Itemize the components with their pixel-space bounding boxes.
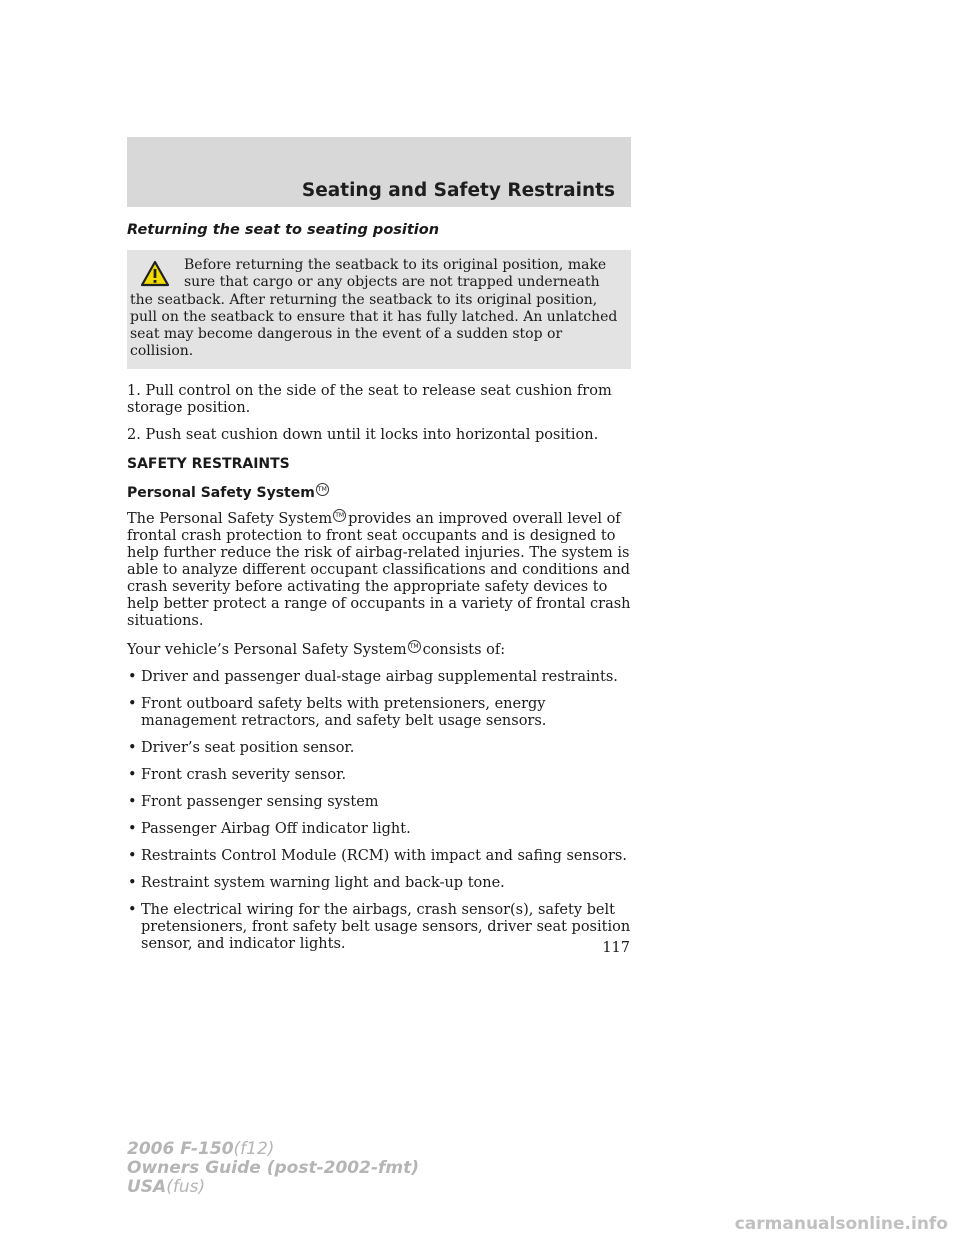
consists-rest: consists of: [422,641,506,658]
component-list [127,669,631,953]
consists-start: Your vehicle’s Personal Safety System [127,641,407,658]
footer-line-3 [127,1178,419,1197]
intro-start: The Personal Safety System [127,510,333,527]
document-footer [127,1140,419,1197]
intro-rest: provides an improved overall level of frontal crash protection to front seat occupants and is designed to help further reduce the risk of airbag-related injuries. The system is able to analyze different occupant classifications and conditions and crash severity before activating the appropriate safety devices to help better protect a range of occupants in a variety of frontal crash situations. [127,510,631,629]
list-item: • Front crash severity sensor. [127,767,631,784]
footer-model-code: (f12) [233,1139,275,1159]
page-number: 117 [602,940,630,956]
personal-safety-system-heading [127,483,631,502]
list-item: • Restraints Control Module (RCM) with impact and safing sensors. [127,848,631,865]
list-item: • Restraint system warning light and back-up tone. [127,875,631,892]
section-heading: Returning the seat to seating position [127,222,440,238]
page-content [127,222,631,963]
list-item: • Front outboard safety belts with pretensioners, energy management retractors, and safety belt usage sensors. [127,696,631,730]
chapter-title: Seating and Safety Restraints [301,180,615,201]
step-2: 2. Push seat cushion down until it locks into horizontal position. [127,426,599,443]
watermark: carmanualsonline.info [734,1214,948,1234]
warning-box [127,250,631,369]
footer-line-1 [127,1140,419,1159]
list-item: • Front passenger sensing system [127,794,631,811]
page-header [127,137,631,207]
consists-paragraph [127,640,631,659]
warning-text: Before returning the seatback to its original position, make sure that cargo or any objects are not trapped underneath the seatback. After returning the seatback to its original position, pull on the seatback to ensure that it has fully latched. An unlatched seat may become dangerous in the event of a sudden stop or collision. [130,257,618,360]
personal-safety-system-label: Personal Safety System [127,484,315,501]
warning-triangle-icon [140,260,172,288]
list-item: • Passenger Airbag Off indicator light. [127,821,631,838]
step-1: 1. Pull control on the side of the seat to release seat cushion from storage position. [127,382,612,416]
list-item: • Driver and passenger dual-stage airbag supplemental restraints. [127,669,631,686]
footer-market-code: (fus) [166,1177,206,1197]
footer-market: USA [127,1177,167,1197]
trademark-icon: TM [333,509,346,522]
footer-line-2: Owners Guide (post-2002-fmt) [127,1158,420,1178]
trademark-icon: TM [316,483,329,496]
list-item: • The electrical wiring for the airbags, crash sensor(s), safety belt pretensioners, front safety belt usage sensors, driver seat position sensor, and indicator lights. [127,902,631,953]
trademark-icon: TM [408,640,421,653]
safety-restraints-heading: SAFETY RESTRAINTS [127,455,290,472]
list-item: • Driver’s seat position sensor. [127,740,631,757]
footer-model: 2006 F-150 [127,1139,234,1159]
intro-paragraph [127,509,631,630]
